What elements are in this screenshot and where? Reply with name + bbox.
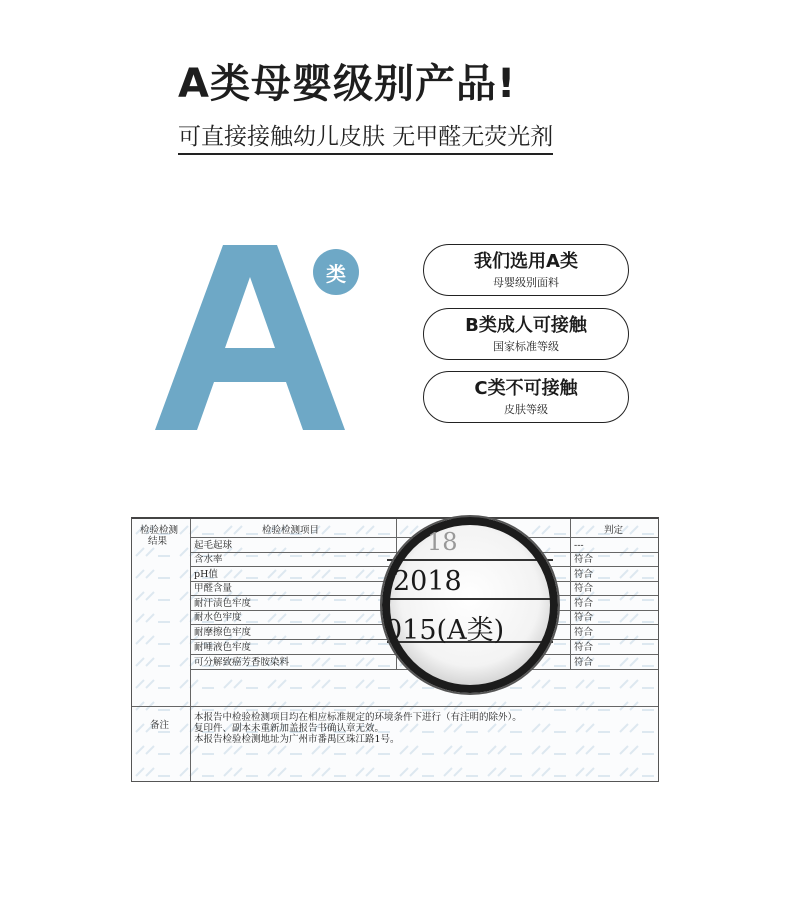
row-judge: ---: [574, 540, 584, 551]
headline: A类母婴级别产品!: [178, 61, 517, 107]
magnifier-ring: [377, 512, 563, 698]
row-item: 耐汗渍色牢度: [194, 598, 252, 609]
col-divider: [570, 519, 571, 669]
pill-sub: 母婴级别面料: [493, 276, 559, 289]
result-label: 结果: [148, 536, 168, 547]
remark-line: 本报告检验检测地址为广州市番禺区珠江路1号。: [194, 734, 400, 745]
remark-line: 本报告中检验检测项目均在相应标准规定的环境条件下进行（有注明的除外）。: [194, 712, 522, 723]
magnifier-lens: [377, 512, 563, 698]
row-item: 耐摩擦色牢度: [194, 627, 252, 638]
row-item: pH值: [194, 569, 218, 580]
col-divider: [190, 706, 191, 781]
subheadline: 可直接接触幼儿皮肤 无甲醛无荧光剂: [178, 118, 553, 155]
lens-line: 2018: [393, 566, 462, 597]
row-item: 耐唾液色牢度: [194, 642, 252, 653]
row-item: 可分解致癌芳香胺染料: [194, 657, 290, 668]
pill-sub: 国家标准等级: [493, 340, 559, 353]
pill-grade-a: [423, 244, 629, 296]
section-divider: [132, 706, 658, 707]
row-item: 起毛起球: [194, 540, 233, 551]
pill-title: C类不可接触: [474, 378, 578, 399]
pill-title: 我们选用A类: [474, 251, 578, 272]
pill-grade-b: [423, 308, 629, 360]
row-item: 耐水色牢度: [194, 612, 242, 623]
row-item: 甲醛含量: [194, 583, 233, 594]
row-judge: 符合: [574, 583, 594, 594]
col-header-item: 检验检测项目: [262, 525, 320, 536]
row-judge: 符合: [574, 657, 594, 668]
lens-line: 015(A类): [385, 615, 505, 646]
row-judge: 符合: [574, 642, 594, 653]
pill-sub: 皮肤等级: [504, 403, 548, 416]
lens-line: 18: [427, 528, 458, 556]
pill-title: B类成人可接触: [465, 315, 587, 336]
row-item: 含水率: [194, 554, 223, 565]
grade-badge: 类: [313, 249, 359, 295]
remark-line: 复印件、副本未重新加盖报告书确认章无效。: [194, 723, 385, 734]
pill-grade-c: [423, 371, 629, 423]
row-judge: 符合: [574, 627, 594, 638]
col-header-judge: 判定: [604, 525, 624, 536]
result-label: 检验检测: [140, 525, 179, 536]
col-divider: [190, 519, 191, 706]
remarks-label: 备注: [150, 720, 170, 731]
row-judge: 符合: [574, 569, 594, 580]
row-judge: 符合: [574, 612, 594, 623]
row-judge: 符合: [574, 554, 594, 565]
row-judge: 符合: [574, 598, 594, 609]
